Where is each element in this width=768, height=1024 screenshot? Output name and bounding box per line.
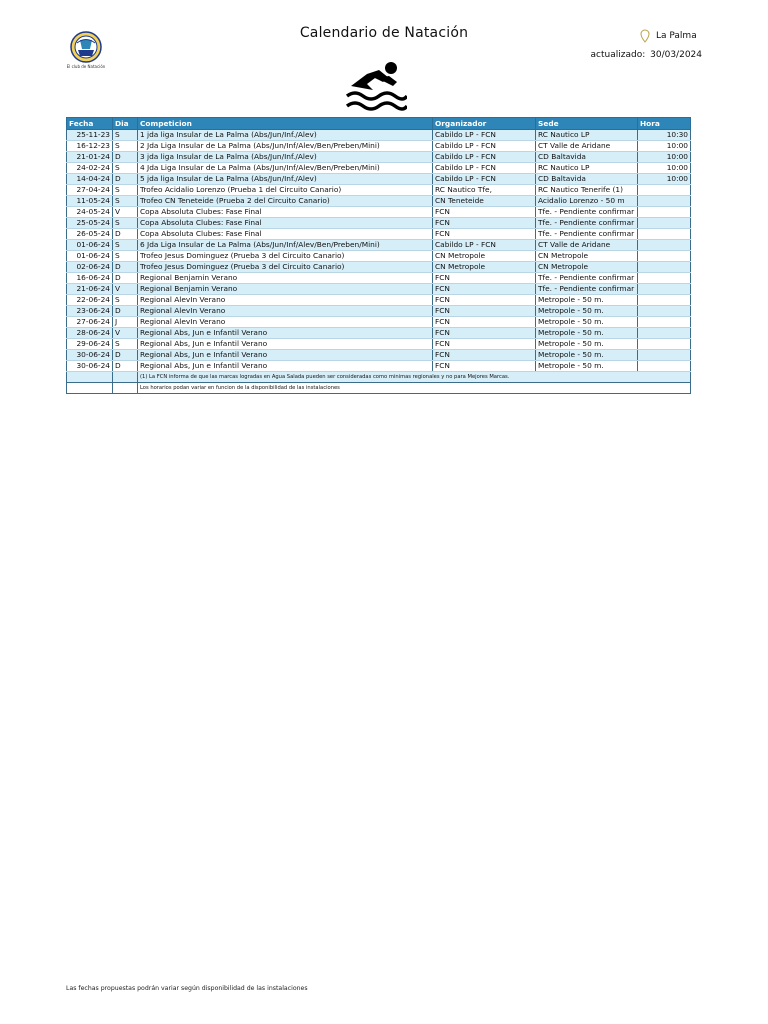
venue-cell: Tfe. - Pendiente confirmar bbox=[536, 218, 638, 229]
organizer-cell: FCN bbox=[433, 207, 536, 218]
updated-label: actualizado: bbox=[590, 50, 646, 60]
column-header-organizador: Organizador bbox=[433, 118, 536, 130]
time-cell bbox=[638, 251, 691, 262]
organizer-cell: Cabildo LP - FCN bbox=[433, 152, 536, 163]
venue-cell: Metropole - 50 m. bbox=[536, 361, 638, 372]
table-row bbox=[67, 240, 691, 251]
organizer-cell: FCN bbox=[433, 218, 536, 229]
competition-cell: Regional Abs, Jun e Infantil Verano bbox=[138, 328, 433, 339]
day-cell: D bbox=[113, 174, 138, 185]
day-cell: S bbox=[113, 196, 138, 207]
swimmer-icon bbox=[345, 56, 407, 114]
organizer-cell: Cabildo LP - FCN bbox=[433, 240, 536, 251]
day-cell: D bbox=[113, 273, 138, 284]
time-cell bbox=[638, 361, 691, 372]
table-row bbox=[67, 196, 691, 207]
organizer-cell: CN Metropole bbox=[433, 251, 536, 262]
venue-cell: Metropole - 50 m. bbox=[536, 306, 638, 317]
venue-cell: CT Valle de Aridane bbox=[536, 240, 638, 251]
table-row bbox=[67, 152, 691, 163]
note-spacer-cell bbox=[113, 383, 138, 394]
date-cell: 27-06-24 bbox=[67, 317, 113, 328]
day-cell: D bbox=[113, 306, 138, 317]
date-cell: 21-01-24 bbox=[67, 152, 113, 163]
time-cell bbox=[638, 328, 691, 339]
venue-cell: Tfe. - Pendiente confirmar bbox=[536, 229, 638, 240]
day-cell: V bbox=[113, 284, 138, 295]
venue-cell: CT Valle de Aridane bbox=[536, 141, 638, 152]
competition-cell: 6 Jda Liga Insular de La Palma (Abs/Jun/Inf/Alev/Ben/Preben/Mini) bbox=[138, 240, 433, 251]
competition-cell: Regional Benjamin Verano bbox=[138, 284, 433, 295]
date-cell: 16-12-23 bbox=[67, 141, 113, 152]
column-header-sede: Sede bbox=[536, 118, 638, 130]
updated-date: 30/03/2024 bbox=[650, 50, 702, 60]
time-cell: 10:30 bbox=[638, 130, 691, 141]
competition-cell: Trofeo Jesus Dominguez (Prueba 3 del Circuito Canario) bbox=[138, 262, 433, 273]
column-header-hora: Hora bbox=[638, 118, 691, 130]
table-note-row bbox=[67, 383, 691, 394]
date-cell: 23-06-24 bbox=[67, 306, 113, 317]
competition-cell: Regional Abs, Jun e Infantil Verano bbox=[138, 361, 433, 372]
table-row bbox=[67, 130, 691, 141]
day-cell: D bbox=[113, 361, 138, 372]
organizer-cell: Cabildo LP - FCN bbox=[433, 174, 536, 185]
date-cell: 25-05-24 bbox=[67, 218, 113, 229]
table-row bbox=[67, 163, 691, 174]
day-cell: D bbox=[113, 152, 138, 163]
table-row bbox=[67, 350, 691, 361]
table-row bbox=[67, 295, 691, 306]
day-cell: D bbox=[113, 350, 138, 361]
venue-cell: CD Baltavida bbox=[536, 174, 638, 185]
logo-caption: El club de Natación bbox=[66, 64, 106, 69]
competition-cell: Trofeo Jesus Dominguez (Prueba 3 del Circuito Canario) bbox=[138, 251, 433, 262]
time-cell bbox=[638, 306, 691, 317]
footer-note: Las fechas propuestas podrán variar según disponibilidad de las instalaciones bbox=[66, 985, 308, 992]
organizer-cell: Cabildo LP - FCN bbox=[433, 141, 536, 152]
day-cell: V bbox=[113, 328, 138, 339]
table-row bbox=[67, 284, 691, 295]
column-header-dia: Dia bbox=[113, 118, 138, 130]
date-cell: 26-05-24 bbox=[67, 229, 113, 240]
time-cell bbox=[638, 295, 691, 306]
day-cell: J bbox=[113, 317, 138, 328]
competition-cell: Regional AlevIn Verano bbox=[138, 317, 433, 328]
venue-cell: RC Nautico LP bbox=[536, 130, 638, 141]
time-cell: 10:00 bbox=[638, 141, 691, 152]
organizer-cell: FCN bbox=[433, 295, 536, 306]
location-pin-icon bbox=[640, 29, 650, 43]
venue-cell: Metropole - 50 m. bbox=[536, 317, 638, 328]
column-header-fecha: Fecha bbox=[67, 118, 113, 130]
location-name: La Palma bbox=[656, 31, 697, 41]
date-cell: 02-06-24 bbox=[67, 262, 113, 273]
table-row bbox=[67, 317, 691, 328]
organizer-cell: Cabildo LP - FCN bbox=[433, 163, 536, 174]
organizer-cell: FCN bbox=[433, 229, 536, 240]
table-row bbox=[67, 229, 691, 240]
time-cell bbox=[638, 262, 691, 273]
organizer-cell: FCN bbox=[433, 350, 536, 361]
competition-cell: 3 jda liga Insular de La Palma (Abs/Jun/Inf./Alev) bbox=[138, 152, 433, 163]
day-cell: D bbox=[113, 262, 138, 273]
column-header-competicion: Competicion bbox=[138, 118, 433, 130]
organizer-cell: RC Nautico Tfe, bbox=[433, 185, 536, 196]
venue-cell: Metropole - 50 m. bbox=[536, 350, 638, 361]
table-row bbox=[67, 361, 691, 372]
organizer-cell: FCN bbox=[433, 328, 536, 339]
table-row bbox=[67, 185, 691, 196]
venue-cell: Metropole - 50 m. bbox=[536, 339, 638, 350]
date-cell: 27-04-24 bbox=[67, 185, 113, 196]
table-row bbox=[67, 207, 691, 218]
venue-cell: Acidalio Lorenzo - 50 m bbox=[536, 196, 638, 207]
date-cell: 14-04-24 bbox=[67, 174, 113, 185]
organizer-cell: CN Teneteide bbox=[433, 196, 536, 207]
competition-cell: Copa Absoluta Clubes: Fase Final bbox=[138, 229, 433, 240]
competition-cell: Regional AlevIn Verano bbox=[138, 295, 433, 306]
day-cell: S bbox=[113, 240, 138, 251]
time-cell bbox=[638, 273, 691, 284]
day-cell: S bbox=[113, 185, 138, 196]
venue-cell: CN Metropole bbox=[536, 251, 638, 262]
table-row bbox=[67, 174, 691, 185]
table-row bbox=[67, 273, 691, 284]
updated-line bbox=[591, 50, 702, 60]
competition-cell: Trofeo CN Teneteide (Prueba 2 del Circuito Canario) bbox=[138, 196, 433, 207]
competition-cell: Regional Benjamin Verano bbox=[138, 273, 433, 284]
date-cell: 21-06-24 bbox=[67, 284, 113, 295]
date-cell: 16-06-24 bbox=[67, 273, 113, 284]
table-row bbox=[67, 262, 691, 273]
competition-cell: 4 Jda Liga Insular de La Palma (Abs/Jun/Inf/Alev/Ben/Preben/Mini) bbox=[138, 163, 433, 174]
venue-cell: RC Nautico Tenerife (1) bbox=[536, 185, 638, 196]
organizer-cell: FCN bbox=[433, 339, 536, 350]
date-cell: 30-06-24 bbox=[67, 350, 113, 361]
day-cell: S bbox=[113, 163, 138, 174]
competition-cell: Regional AlevIn Verano bbox=[138, 306, 433, 317]
venue-cell: Tfe. - Pendiente confirmar bbox=[536, 284, 638, 295]
date-cell: 24-02-24 bbox=[67, 163, 113, 174]
date-cell: 11-05-24 bbox=[67, 196, 113, 207]
time-cell bbox=[638, 339, 691, 350]
competition-calendar-table bbox=[66, 117, 691, 394]
table-row bbox=[67, 218, 691, 229]
competition-cell: 1 jda liga Insular de La Palma (Abs/Jun/Inf./Alev) bbox=[138, 130, 433, 141]
organizer-cell: FCN bbox=[433, 284, 536, 295]
table-row bbox=[67, 339, 691, 350]
time-cell bbox=[638, 240, 691, 251]
time-cell bbox=[638, 350, 691, 361]
table-row bbox=[67, 251, 691, 262]
date-cell: 24-05-24 bbox=[67, 207, 113, 218]
time-cell: 10:00 bbox=[638, 163, 691, 174]
venue-cell: Tfe. - Pendiente confirmar bbox=[536, 273, 638, 284]
note-spacer-cell bbox=[67, 383, 113, 394]
note-spacer-cell bbox=[67, 372, 113, 383]
organizer-cell: Cabildo LP - FCN bbox=[433, 130, 536, 141]
time-cell bbox=[638, 218, 691, 229]
day-cell: S bbox=[113, 295, 138, 306]
date-cell: 01-06-24 bbox=[67, 251, 113, 262]
venue-cell: Tfe. - Pendiente confirmar bbox=[536, 207, 638, 218]
table-note: (1) La FCN informa de que las marcas logradas en Agua Salada pueden ser consideradas como minimas regionales y no para Mejores Marcas. bbox=[138, 372, 691, 383]
table-row bbox=[67, 328, 691, 339]
table-row bbox=[67, 141, 691, 152]
competition-cell: Trofeo Acidalio Lorenzo (Prueba 1 del Circuito Canario) bbox=[138, 185, 433, 196]
competition-cell: Copa Absoluta Clubes: Fase Final bbox=[138, 218, 433, 229]
location-block bbox=[640, 29, 697, 43]
table-row bbox=[67, 306, 691, 317]
date-cell: 01-06-24 bbox=[67, 240, 113, 251]
time-cell bbox=[638, 196, 691, 207]
day-cell: S bbox=[113, 251, 138, 262]
date-cell: 25-11-23 bbox=[67, 130, 113, 141]
competition-cell: Regional Abs, Jun e Infantil Verano bbox=[138, 339, 433, 350]
venue-cell: RC Nautico LP bbox=[536, 163, 638, 174]
venue-cell: CN Metropole bbox=[536, 262, 638, 273]
page-title: Calendario de Natación bbox=[299, 25, 469, 41]
venue-cell: Metropole - 50 m. bbox=[536, 328, 638, 339]
table-note-row bbox=[67, 372, 691, 383]
date-cell: 30-06-24 bbox=[67, 361, 113, 372]
day-cell: V bbox=[113, 207, 138, 218]
competition-cell: 5 jda liga Insular de La Palma (Abs/Jun/Inf./Alev) bbox=[138, 174, 433, 185]
day-cell: S bbox=[113, 130, 138, 141]
time-cell bbox=[638, 207, 691, 218]
time-cell bbox=[638, 284, 691, 295]
date-cell: 29-06-24 bbox=[67, 339, 113, 350]
venue-cell: CD Baltavida bbox=[536, 152, 638, 163]
note-spacer-cell bbox=[113, 372, 138, 383]
organizer-cell: FCN bbox=[433, 273, 536, 284]
date-cell: 22-06-24 bbox=[67, 295, 113, 306]
time-cell bbox=[638, 229, 691, 240]
date-cell: 28-06-24 bbox=[67, 328, 113, 339]
day-cell: S bbox=[113, 218, 138, 229]
time-cell: 10:00 bbox=[638, 174, 691, 185]
venue-cell: Metropole - 50 m. bbox=[536, 295, 638, 306]
organizer-cell: CN Metropole bbox=[433, 262, 536, 273]
day-cell: S bbox=[113, 339, 138, 350]
competition-cell: 2 Jda Liga Insular de La Palma (Abs/Jun/Inf/Alev/Ben/Preben/Mini) bbox=[138, 141, 433, 152]
table-note: Los horarios podan variar en funcion de la disponibilidad de las instalaciones bbox=[138, 383, 691, 394]
day-cell: D bbox=[113, 229, 138, 240]
time-cell bbox=[638, 185, 691, 196]
competition-cell: Regional Abs, Jun e Infantil Verano bbox=[138, 350, 433, 361]
organizer-cell: FCN bbox=[433, 361, 536, 372]
competition-cell: Copa Absoluta Clubes: Fase Final bbox=[138, 207, 433, 218]
day-cell: S bbox=[113, 141, 138, 152]
time-cell bbox=[638, 317, 691, 328]
time-cell: 10:00 bbox=[638, 152, 691, 163]
table-header-row bbox=[67, 118, 691, 130]
organizer-cell: FCN bbox=[433, 306, 536, 317]
organizer-cell: FCN bbox=[433, 317, 536, 328]
